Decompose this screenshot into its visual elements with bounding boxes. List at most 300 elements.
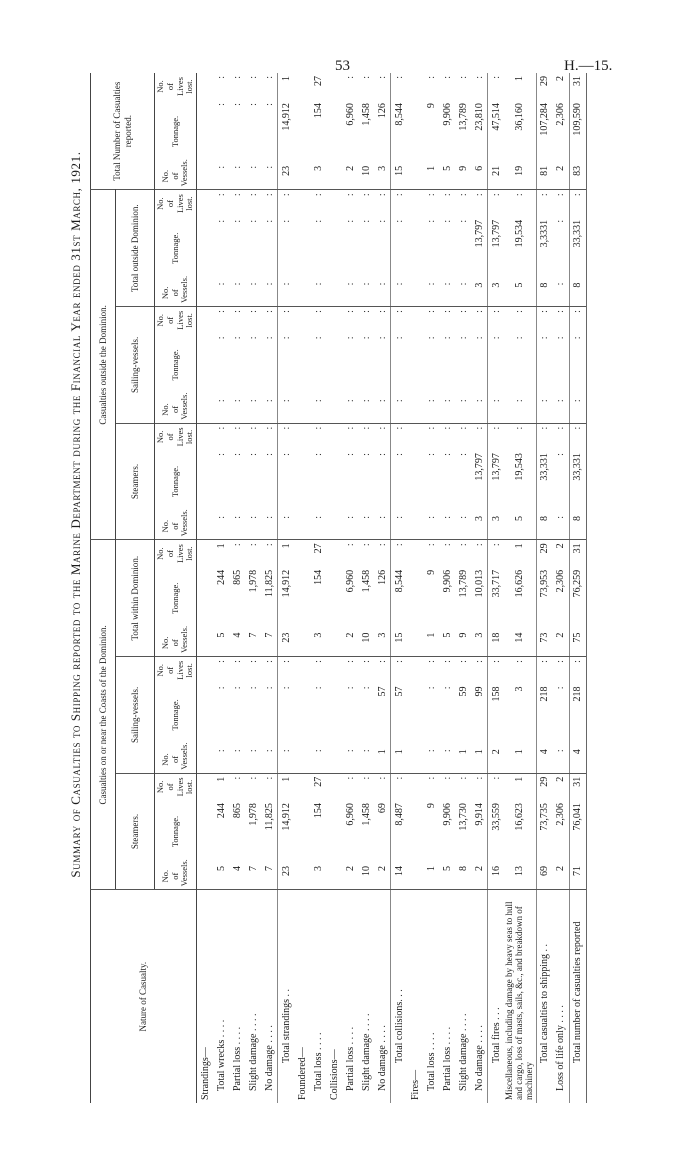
row-label: Total casualties to shipping . . xyxy=(536,890,553,1103)
table-cell: : xyxy=(312,686,324,690)
table-cell: : xyxy=(231,776,243,780)
table-cell: : xyxy=(473,660,485,663)
table-cell: : xyxy=(247,103,259,106)
table-cell xyxy=(326,567,342,630)
col-header-lives: No. of Lives lost. xyxy=(155,73,197,100)
table-row xyxy=(310,73,326,1103)
col-header-tonnage: Tonnage. xyxy=(155,800,197,863)
total-within-subheader: Total within Dominion. xyxy=(116,540,155,657)
col-header-lives: No. of Lives lost. xyxy=(155,773,197,800)
table-cell: : xyxy=(261,396,278,423)
table-cell: : xyxy=(344,543,356,547)
outside-group-header: Casualties outside the Dominion. xyxy=(91,190,116,540)
table-cell: 9,906 xyxy=(441,569,453,593)
table-cell: : xyxy=(360,76,372,79)
table-cell xyxy=(326,190,342,217)
table-cell xyxy=(294,746,310,773)
table-cell: : xyxy=(344,76,356,79)
col-header-tonnage: Tonnage. xyxy=(155,450,197,513)
table-cell: : xyxy=(455,396,471,423)
table-cell: : xyxy=(215,336,227,340)
table-cell: 107,284 xyxy=(536,100,553,163)
table-cell: : xyxy=(536,423,553,450)
table-cell: 11,825 xyxy=(263,569,275,597)
table-cell xyxy=(197,307,214,334)
nature-header: Nature of Casualty. xyxy=(91,890,197,1103)
table-cell: 3 xyxy=(488,513,505,540)
table-cell: 154 xyxy=(312,103,324,119)
table-cell: 2 xyxy=(555,543,567,549)
table-cell: : xyxy=(376,453,388,456)
table-row xyxy=(471,73,488,1103)
table-cell: 36,160 xyxy=(514,103,526,131)
table-cell: 3,3331 xyxy=(536,217,553,280)
table-cell: : xyxy=(360,219,372,223)
table-cell: 10 xyxy=(358,163,374,190)
table-row xyxy=(455,73,471,1103)
table-cell: : xyxy=(391,540,408,567)
table-cell xyxy=(407,280,423,307)
table-cell: : xyxy=(376,193,388,197)
table-cell: : xyxy=(310,746,326,773)
table-cell: 73 xyxy=(536,630,553,657)
table-cell: 1,458 xyxy=(360,803,372,826)
table-cell: : xyxy=(425,453,437,456)
table-cell xyxy=(197,683,214,746)
table-cell: : xyxy=(376,336,388,340)
table-cell: : xyxy=(555,660,567,663)
table-cell: : xyxy=(229,280,245,307)
table-cell: 126 xyxy=(376,569,388,585)
table-cell: : xyxy=(231,310,243,313)
table-cell xyxy=(407,190,423,217)
table-cell xyxy=(407,657,423,684)
table-cell xyxy=(326,657,342,684)
table-cell xyxy=(197,280,214,307)
table-cell: 16,626 xyxy=(514,569,526,598)
table-cell: : xyxy=(441,543,453,547)
table-cell: 33,331 xyxy=(569,217,586,280)
table-cell: 5 xyxy=(439,630,455,657)
table-cell: : xyxy=(569,333,586,396)
table-cell: 8 xyxy=(569,513,586,540)
col-header-tonnage: Tonnage. xyxy=(155,333,197,396)
table-cell: : xyxy=(247,426,259,430)
table-cell: : xyxy=(310,280,326,307)
table-cell: 76,041 xyxy=(569,800,586,863)
table-cell: 5 xyxy=(439,163,455,190)
table-cell: : xyxy=(441,336,453,340)
table-cell: 13,797 xyxy=(488,450,505,513)
table-cell: : xyxy=(344,453,356,456)
table-cell: 2 xyxy=(555,76,567,81)
steamers-subheader: Steamers. xyxy=(116,773,155,890)
table-cell: 1 xyxy=(423,163,439,190)
table-cell: : xyxy=(536,657,553,684)
table-cell: : xyxy=(555,686,567,690)
table-cell: 10 xyxy=(358,630,374,657)
table-cell: 158 xyxy=(488,683,505,746)
table-row xyxy=(439,73,455,1103)
table-cell: : xyxy=(471,396,488,423)
table-cell: 5 xyxy=(213,630,229,657)
table-cell: 19 xyxy=(504,163,536,190)
table-cell: 244 xyxy=(215,803,227,819)
table-cell: 1 xyxy=(278,540,295,567)
table-cell: 3 xyxy=(310,163,326,190)
table-cell: 4 xyxy=(536,746,553,773)
table-cell xyxy=(326,307,342,334)
table-cell: 3 xyxy=(374,163,391,190)
steamers-outside-subheader: Steamers. xyxy=(116,423,155,540)
table-cell: : xyxy=(215,103,227,106)
table-cell: 29 xyxy=(536,540,553,567)
table-cell xyxy=(294,863,310,890)
col-header-vessels: No. of Vessels. xyxy=(155,163,197,190)
table-row xyxy=(407,73,423,1103)
table-row xyxy=(261,73,278,1103)
table-cell xyxy=(197,100,214,163)
table-cell xyxy=(407,100,423,163)
row-label: Slight damage . . . . xyxy=(455,890,471,1103)
table-cell: : xyxy=(457,543,469,547)
table-cell: 1 xyxy=(514,76,526,81)
casualties-table xyxy=(90,73,587,1103)
table-cell: : xyxy=(514,193,526,197)
table-cell xyxy=(294,567,310,630)
table-cell: 3 xyxy=(310,630,326,657)
table-cell: : xyxy=(312,660,324,663)
row-label: Total wrecks . . . . xyxy=(213,890,229,1103)
table-cell: : xyxy=(215,686,227,690)
col-header-lives: No. of Lives lost. xyxy=(155,540,197,567)
table-cell: 13,797 xyxy=(473,219,485,248)
table-cell: : xyxy=(457,426,469,430)
table-cell: : xyxy=(247,776,259,780)
table-cell xyxy=(326,73,342,100)
table-cell: : xyxy=(514,660,526,663)
table-cell: 2 xyxy=(488,746,505,773)
table-cell xyxy=(326,163,342,190)
table-cell: 2 xyxy=(471,863,488,890)
table-cell: : xyxy=(261,746,278,773)
table-cell: 23 xyxy=(278,863,295,890)
table-cell: : xyxy=(263,219,275,223)
table-cell: 10 xyxy=(358,863,374,890)
table-cell xyxy=(407,423,423,450)
table-cell: : xyxy=(247,543,259,547)
table-cell: 47,514 xyxy=(488,100,505,163)
table-cell: : xyxy=(360,776,372,780)
table-cell: 6 xyxy=(471,163,488,190)
table-cell: 2,306 xyxy=(555,569,567,593)
table-cell xyxy=(407,217,423,280)
table-cell: 9 xyxy=(425,569,437,575)
table-cell: 1 xyxy=(504,746,536,773)
table-cell: 15 xyxy=(391,630,408,657)
table-cell: 2 xyxy=(374,863,391,890)
table-cell xyxy=(197,450,214,513)
table-cell: : xyxy=(231,193,243,197)
row-label: Total loss . . . . xyxy=(310,890,326,1103)
table-cell: : xyxy=(553,746,570,773)
table-cell: : xyxy=(278,307,295,334)
table-cell: : xyxy=(245,513,261,540)
col-header-vessels: No. of Vessels. xyxy=(155,280,197,307)
table-cell: : xyxy=(360,310,372,313)
table-cell: : xyxy=(278,190,295,217)
table-cell: : xyxy=(263,543,275,547)
table-row xyxy=(504,73,536,1103)
table-cell xyxy=(326,773,342,800)
table-cell: : xyxy=(215,426,227,430)
row-label: Loss of life only . . . . xyxy=(553,890,570,1103)
table-cell: : xyxy=(569,423,586,450)
sailing-outside-subheader: Sailing-vessels. xyxy=(116,307,155,424)
table-cell: : xyxy=(215,193,227,197)
table-cell: : xyxy=(457,219,469,223)
table-cell: : xyxy=(263,686,275,690)
table-cell: 14,912 xyxy=(278,567,295,630)
col-header-lives: No. of Lives lost. xyxy=(155,657,197,684)
table-cell: : xyxy=(423,746,439,773)
table-cell: : xyxy=(391,217,408,280)
table-cell: : xyxy=(358,280,374,307)
table-cell xyxy=(407,863,423,890)
col-header-vessels: No. of Vessels. xyxy=(155,396,197,423)
table-cell: 2 xyxy=(553,863,570,890)
table-row xyxy=(358,73,374,1103)
table-cell: : xyxy=(439,513,455,540)
table-cell: : xyxy=(263,336,275,340)
table-cell: : xyxy=(473,426,485,430)
row-label: Partial loss . . . . xyxy=(439,890,455,1103)
table-cell xyxy=(197,217,214,280)
table-cell: : xyxy=(425,76,437,79)
table-cell: : xyxy=(312,219,324,223)
table-cell: : xyxy=(457,193,469,197)
table-cell xyxy=(197,396,214,423)
table-cell: : xyxy=(229,163,245,190)
table-cell: : xyxy=(278,396,295,423)
table-cell: : xyxy=(536,190,553,217)
table-cell: : xyxy=(213,163,229,190)
table-cell xyxy=(326,100,342,163)
row-label: Slight damage . . . . xyxy=(358,890,374,1103)
row-label: Slight damage . . . . xyxy=(245,890,261,1103)
table-cell: 2 xyxy=(555,776,567,782)
table-cell: : xyxy=(457,660,469,663)
table-cell: : xyxy=(555,453,567,456)
table-row xyxy=(278,73,295,1103)
table-cell: : xyxy=(213,513,229,540)
table-cell: : xyxy=(278,513,295,540)
table-cell: 1 xyxy=(471,746,488,773)
table-cell: 8,544 xyxy=(391,100,408,163)
table-row xyxy=(342,73,358,1103)
table-cell: : xyxy=(455,280,471,307)
table-cell: : xyxy=(374,513,391,540)
table-cell xyxy=(294,73,310,100)
table-cell: 1,978 xyxy=(247,569,259,593)
table-cell: : xyxy=(555,426,567,430)
table-cell: : xyxy=(358,513,374,540)
table-cell: : xyxy=(488,396,505,423)
table-cell xyxy=(197,657,214,684)
table-cell: 23 xyxy=(278,630,295,657)
table-cell: 2 xyxy=(342,630,358,657)
table-cell: 8 xyxy=(536,280,553,307)
table-cell: : xyxy=(425,310,437,313)
table-row xyxy=(488,73,505,1103)
table-cell: : xyxy=(425,193,437,197)
table-cell: : xyxy=(278,280,295,307)
table-cell: 57 xyxy=(391,683,408,746)
table-cell: 10,013 xyxy=(473,569,485,598)
table-cell xyxy=(294,217,310,280)
table-cell: 33,331 xyxy=(569,450,586,513)
table-cell xyxy=(197,567,214,630)
table-cell: : xyxy=(536,396,553,423)
table-cell xyxy=(407,540,423,567)
table-cell: : xyxy=(229,396,245,423)
table-cell: : xyxy=(439,746,455,773)
table-cell: 9,914 xyxy=(473,803,485,826)
table-cell: 154 xyxy=(312,803,324,819)
table-cell xyxy=(407,513,423,540)
table-cell: : xyxy=(391,773,408,800)
table-cell: : xyxy=(376,219,388,223)
table-cell: : xyxy=(391,657,408,684)
table-row xyxy=(536,73,553,1103)
table-cell: : xyxy=(312,453,324,456)
table-cell: : xyxy=(344,336,356,340)
col-header-lives: No. of Lives lost. xyxy=(155,190,197,217)
table-cell: : xyxy=(555,193,567,197)
table-cell xyxy=(294,396,310,423)
table-cell: : xyxy=(376,426,388,430)
table-cell: 27 xyxy=(312,776,324,787)
table-cell: 4 xyxy=(229,863,245,890)
table-cell: : xyxy=(425,686,437,690)
table-cell: 71 xyxy=(569,863,586,890)
table-cell: 31 xyxy=(569,540,586,567)
table-cell: 1,458 xyxy=(360,103,372,126)
table-cell: : xyxy=(360,453,372,456)
table-cell: : xyxy=(358,396,374,423)
table-cell: 1 xyxy=(455,746,471,773)
table-cell: 1 xyxy=(423,863,439,890)
table-cell: 3 xyxy=(488,280,505,307)
table-cell: : xyxy=(247,336,259,340)
table-cell xyxy=(326,423,342,450)
table-cell: 16 xyxy=(488,863,505,890)
table-cell: : xyxy=(376,310,388,313)
table-cell: : xyxy=(457,336,469,340)
table-cell: 69 xyxy=(536,863,553,890)
table-cell: : xyxy=(310,513,326,540)
table-cell xyxy=(294,333,310,396)
table-cell: 5 xyxy=(439,863,455,890)
table-cell: : xyxy=(441,660,453,663)
row-label: Total loss . . . . xyxy=(423,890,439,1103)
table-cell xyxy=(197,73,214,100)
table-cell: : xyxy=(360,543,372,547)
table-cell xyxy=(407,396,423,423)
table-cell: 21 xyxy=(488,163,505,190)
table-cell: 8,487 xyxy=(391,800,408,863)
table-cell xyxy=(197,190,214,217)
col-header-vessels: No. of Vessels. xyxy=(155,513,197,540)
table-cell: : xyxy=(215,76,227,79)
table-cell xyxy=(407,746,423,773)
table-cell: : xyxy=(514,310,526,313)
table-cell: : xyxy=(569,396,586,423)
table-cell: : xyxy=(553,280,570,307)
table-cell: : xyxy=(247,310,259,313)
table-cell xyxy=(326,217,342,280)
table-cell: : xyxy=(278,333,295,396)
table-cell: 7 xyxy=(261,630,278,657)
row-label: Strandings— xyxy=(197,890,214,1103)
table-cell: 5 xyxy=(504,513,536,540)
table-cell: : xyxy=(391,280,408,307)
table-cell: 6,960 xyxy=(344,803,356,826)
table-cell: : xyxy=(247,686,259,690)
table-cell: : xyxy=(457,453,469,456)
table-cell xyxy=(294,450,310,513)
table-cell: 33,331 xyxy=(536,450,553,513)
table-cell: 7 xyxy=(245,863,261,890)
table-cell: 13,797 xyxy=(473,453,485,481)
table-cell: : xyxy=(360,686,372,690)
col-header-tonnage: Tonnage. xyxy=(155,683,197,746)
table-cell xyxy=(197,163,214,190)
row-label: Miscellaneous, including damage by heavy seas to hull and cargo, loss of masts, sails, &c., and breakdown of machinery xyxy=(504,890,536,1103)
table-cell: : xyxy=(231,76,243,79)
table-cell: : xyxy=(263,426,275,430)
table-cell: 3 xyxy=(310,863,326,890)
table-cell: 218 xyxy=(536,683,553,746)
table-cell xyxy=(407,683,423,746)
table-cell: 3 xyxy=(514,686,526,692)
table-cell xyxy=(197,423,214,450)
table-cell: 1 xyxy=(215,776,227,782)
table-cell: 8 xyxy=(455,863,471,890)
table-cell xyxy=(407,163,423,190)
table-cell: 1 xyxy=(278,73,295,100)
table-cell: : xyxy=(376,543,388,547)
table-cell: : xyxy=(247,219,259,223)
table-cell: : xyxy=(376,660,388,663)
table-cell: : xyxy=(261,280,278,307)
total-reported-group-header: Total Number of Casualties reported. xyxy=(91,73,155,190)
table-cell xyxy=(326,746,342,773)
on-coast-group-header: Casualties on or near the Coasts of the Dominion. xyxy=(91,540,116,890)
row-label: Fires— xyxy=(407,890,423,1103)
table-cell: : xyxy=(488,73,505,100)
table-cell: : xyxy=(278,657,295,684)
row-label: No damage . . . . xyxy=(471,890,488,1103)
table-cell: 5 xyxy=(213,863,229,890)
table-cell: 3 xyxy=(471,280,488,307)
table-cell xyxy=(326,396,342,423)
table-cell: : xyxy=(514,336,526,340)
table-cell: 1 xyxy=(514,776,526,782)
table-cell xyxy=(294,513,310,540)
table-cell: 13,789 xyxy=(457,103,469,131)
row-label: Foundered— xyxy=(294,890,310,1103)
